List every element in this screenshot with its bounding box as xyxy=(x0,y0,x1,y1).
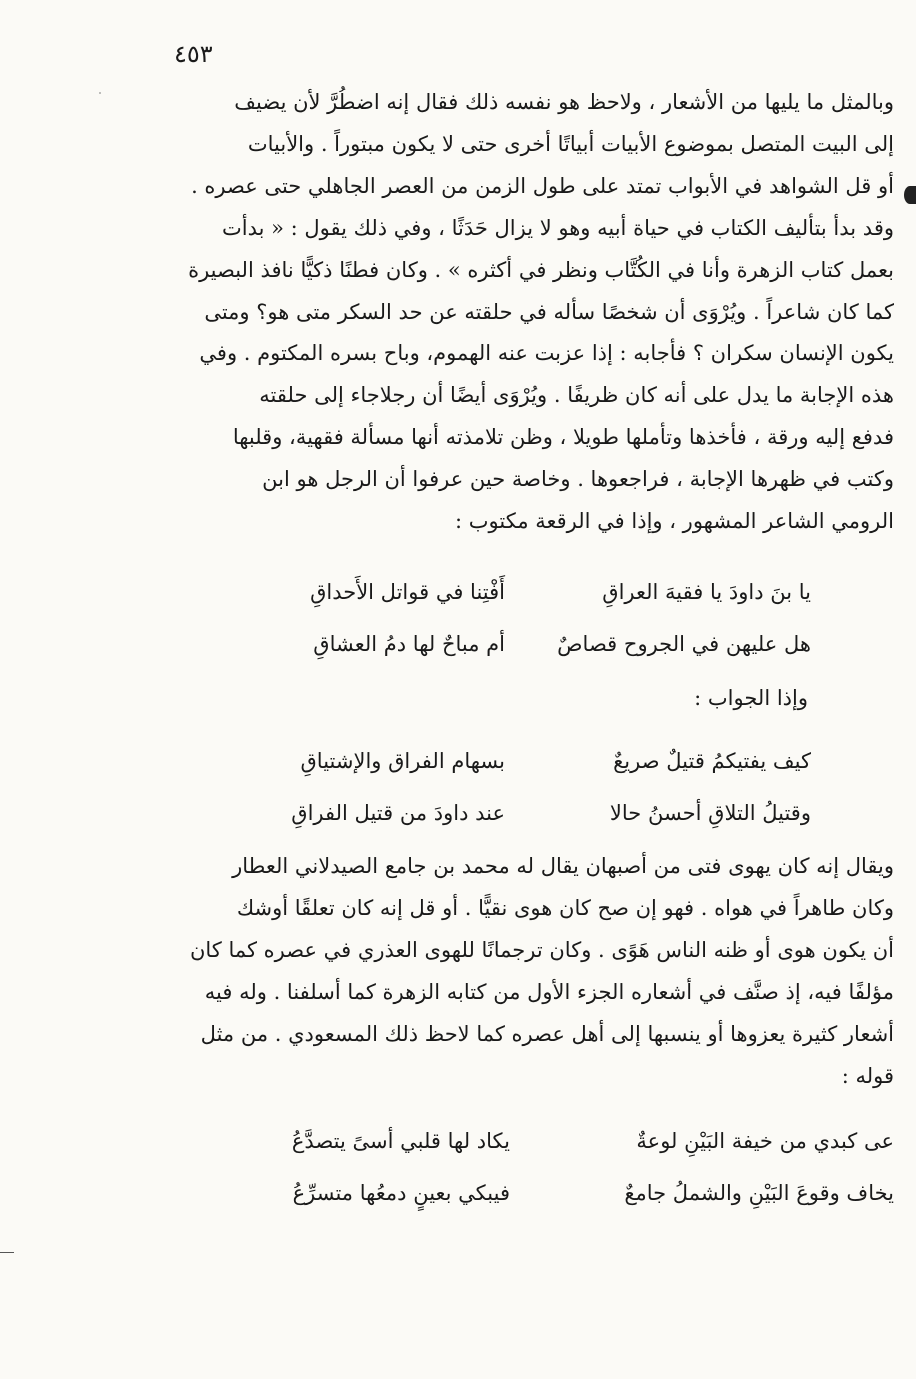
margin-ink-mark xyxy=(904,186,916,204)
text-line: أشعار كثيرة يعزوها أو ينسبها إلى أهل عصره كما لاحظ ذلك المسعودي . من مثل xyxy=(200,1021,894,1046)
verse-line xyxy=(205,787,811,839)
text-line: ويقال إنه كان يهوى فتى من أصبهان يقال له محمد بن جامع الصيدلاني العطار xyxy=(232,854,894,878)
first-hemistich: وقتيلُ التلاقِ أحسنُ حالا xyxy=(609,801,811,825)
second-hemistich: فيبكي بعينٍ دمعُها متسرِّعُ xyxy=(292,1181,510,1205)
text-line: مؤلفًا فيه، إذ صنَّف في أشعاره الجزء الأول من كتابه الزهرة كما أسلفنا . وله فيه xyxy=(204,979,894,1004)
text-line: وقد بدأ بتأليف الكتاب في حياة أبيه وهو لا يزال حَدَثًا ، وفي ذلك يقول : « بدأت xyxy=(222,215,894,240)
text-line: وبالمثل ما يليها من الأشعار ، ولاحظ هو نفسه ذلك فقال إنه اضطُرَّ لأن يضيف xyxy=(234,90,894,114)
verse-block-1 xyxy=(205,566,811,670)
text-line: بعمل كتاب الزهرة وأنا في الكُتَّاب ونظر في أكثره » . وكان فطنًا ذكيًّا نافذ البصيرة xyxy=(188,257,894,282)
second-hemistich: عند داودَ من قتيل الفراقِ xyxy=(291,801,505,825)
verse-line xyxy=(205,735,811,787)
text-line: وكتب في ظهرها الإجابة ، فراجعوها . وخاصة حين عرفوا أن الرجل هو ابن xyxy=(262,467,894,492)
verse-line xyxy=(205,566,811,618)
paragraph-1 xyxy=(172,82,894,543)
page-number: ٤٥٣ xyxy=(174,40,213,68)
paragraph-2 xyxy=(172,846,894,1097)
second-hemistich: أَفْتِنا في قواتل الأَحداقِ xyxy=(310,580,505,604)
verse-block-3 xyxy=(170,1115,894,1219)
first-hemistich: كيف يفتيكمُ قتيلٌ صريعٌ xyxy=(613,749,811,773)
margin-dash xyxy=(0,1252,14,1253)
second-hemistich: أم مباحٌ لها دمُ العشاقِ xyxy=(313,632,505,656)
text-line: هذه الإجابة ما يدل على أنه كان ظريفًا . ويُرْوَى أيضًا أن رجلاجاء إلى حلقته xyxy=(259,383,894,408)
first-hemistich: عى كبدي من خيفة البَيْنِ لوعةٌ xyxy=(636,1129,894,1153)
second-hemistich: بسهام الفراق والإشتياقِ xyxy=(300,749,505,773)
first-hemistich: يا بنَ داودَ يا فقيهَ العراقِ xyxy=(602,580,811,604)
margin-speck xyxy=(99,92,101,94)
text-line: أن يكون هوى أو ظنه الناس هَوًى . وكان ترجمانًا للهوى العذري في عصره كما كان xyxy=(189,937,894,962)
first-hemistich: هل عليهن في الجروح قصاصٌ xyxy=(557,632,811,656)
text-line: أو قل الشواهد في الأبواب تمتد على طول الزمن من العصر الجاهلي حتى عصره . xyxy=(191,173,894,198)
verse-line xyxy=(170,1167,894,1219)
first-hemistich: يخاف وقوعَ البَيْنِ والشملُ جامعٌ xyxy=(624,1181,894,1205)
verse-line xyxy=(205,618,811,670)
text-line: الرومي الشاعر المشهور ، وإذا في الرقعة مكتوب : xyxy=(455,509,894,534)
answer-caption: وإذا الجواب : xyxy=(694,686,808,710)
text-line: وكان طاهراً في هواه . فهو إن صح كان هوى نقيًّا . أو قل إنه كان تعلقًا أوشك xyxy=(236,895,894,920)
verse-line xyxy=(170,1115,894,1167)
text-line: كما كان شاعراً . ويُرْوَى أن شخصًا سأله في حلقته عن حد السكر متى هو؟ ومتى xyxy=(204,299,894,324)
verse-block-2 xyxy=(205,735,811,839)
text-line: فدفع إليه ورقة ، فأخذها وتأملها طويلا ، وظن تلامذته أنها مسألة فقهية، وقلبها xyxy=(232,425,894,450)
second-hemistich: يكاد لها قلبي أسىً يتصدَّعُ xyxy=(291,1129,510,1153)
text-line: إلى البيت المتصل بموضوع الأبيات أبياتًا أخرى حتى لا يكون مبتوراً . والأبيات xyxy=(247,131,894,156)
text-line: يكون الإنسان سكران ؟ فأجابه : إذا عزبت عنه الهموم، وباح بسره المكتوم . وفي xyxy=(199,341,894,366)
text-line: قوله : xyxy=(841,1063,894,1088)
